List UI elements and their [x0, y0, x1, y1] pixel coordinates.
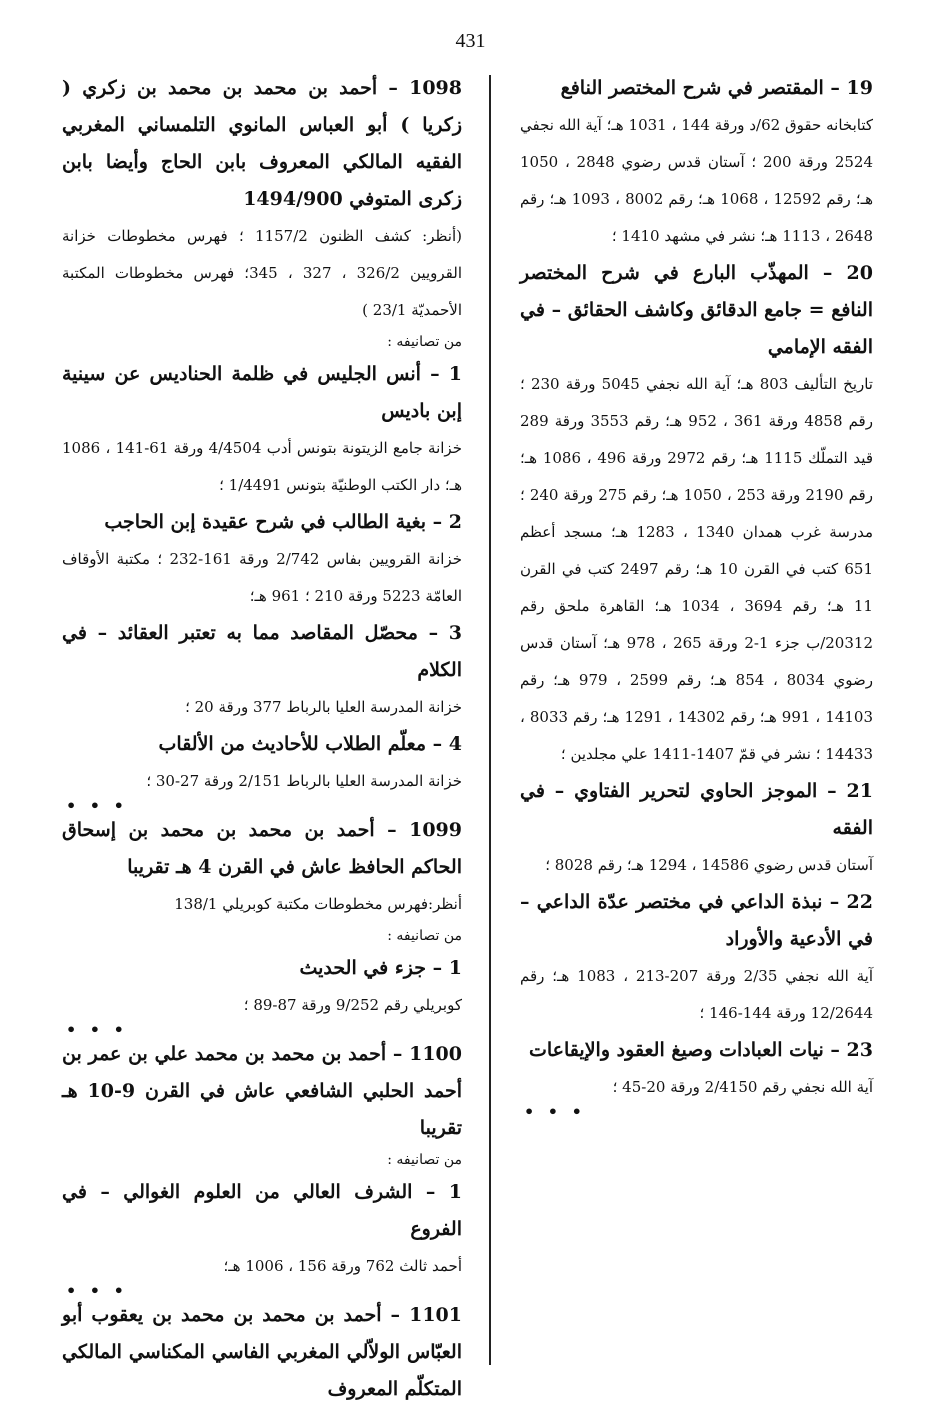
entry-heading: 21 – الموجز الحاوي لتحرير الفتاوي – في الفقه [520, 780, 873, 839]
entry-text: آية الله نجفي 2/35 ورقة 207-213 ، 1083 هـ؛ رقم 12/2644 ورقة 144-146 ؛ [520, 967, 873, 1022]
entry-heading: 1 – الشرف العالي من العلوم الغوالي – في الفروع [62, 1181, 462, 1240]
entry-text: خزانة المدرسة العليا بالرباط 2/151 ورقة 27-30 ؛ [146, 772, 462, 790]
entry-heading: 1098 – أحمد بن محمد بن محمد بن زكري ( زكريا ) أبو العباس المانوي التلمساني المغربي الفقيه المالكي المعروف بابن الحاج وأيضا بابن زكرى المتوفي 1494/900 [62, 77, 462, 210]
entry-text: تاريخ التأليف 803 هـ؛ آية الله نجفي 5045 ورقة 230 ؛ رقم 4858 ورقة 361 ، 952 هـ؛ رقم 3553 ورقة 289 قيد التملّك 1115 هـ؛ رقم 2972 ورقة 496 ، 1086 هـ؛ رقم 2190 ورقة 253 ، 1050 هـ؛ رقم 275 ورقة 240 ؛ مدرسة غرب همدان 1340 ، 1283 هـ؛ مسجد أعظم 651 كتب في القرن 10 هـ؛ رقم 2497 كتب في القرن 11 هـ؛ رقم 3694 ، 1034 هـ؛ القاهرة ملحق رقم 20312/ب جزء 1-2 ورقة 265 ، 978 هـ؛ آستان قدس رضوي 8034 ، 854 هـ؛ رقم 2599 ، 979 هـ؛ رقم 14103 ، 991 هـ؛ رقم 14302 ، 1291 هـ؛ رقم 8033 ، 14433 ؛ نشر في قمّ 1407-1411 علي مجلدين ؛ [520, 375, 873, 763]
entry-text: خزانة جامع الزيتونة بتونس أدب 4/4504 ورقة 61-141 ، 1086 هـ؛ دار الكتب الوطنيّة بتونس 1/4491 ؛ [62, 439, 462, 494]
section-separator: • • • [66, 1020, 128, 1039]
entry-text: خزانة القرويين بفاس 2/742 ورقة 161-232 ؛ مكتبة الأوقاف العامّة 5223 ورقة 210 ؛ 961 هـ؛ [62, 550, 462, 605]
entry-heading: 22 – نبذة الداعي في مختصر عدّة الداعي – في الأدعية والأوراد [520, 891, 873, 950]
entry-heading: 1 – أنس الجليس في ظلمة الحناديس عن سينية إبن باديس [62, 363, 462, 422]
page-number: 431 [455, 30, 486, 52]
entry-text: آستان قدس رضوي 14586 ، 1294 هـ؛ رقم 8028 ؛ [545, 856, 873, 874]
entry-heading: 20 – المهذّب البارع في شرح المختصر النافع = جامع الدقائق وكاشف الحقائق – في الفقه الإمامي [520, 262, 873, 358]
entry-heading: 1 – جزء في الحديث [299, 957, 462, 979]
entry-heading: 2 – بغية الطالب في شرح عقيدة إبن الحاجب [104, 511, 462, 533]
entry-text: (أنظر: كشف الظنون 1157/2 ؛ فهرس مخطوطات خزانة القرويين 326/2 ، 327 ، 345؛ فهرس مخطوطات المكتبة الأحمديّة 23/1 ) [62, 227, 462, 319]
entry-heading: 1101 – أحمد بن محمد بن محمد بن يعقوب أبو العبّاس الولاّلي المغربي الفاسي المكناسي المالكي المتكلّم المعروف [62, 1304, 462, 1400]
right-column [520, 70, 873, 1121]
entry-text: أحمد ثالث 762 ورقة 156 ، 1006 هـ؛ [223, 1257, 462, 1275]
works-intro: من تصانيفه : [387, 928, 462, 944]
entry-text: كوبريلي رقم 9/252 ورقة 87-89 ؛ [243, 996, 462, 1014]
works-intro: من تصانيفه : [387, 334, 462, 350]
section-separator: • • • [524, 1102, 586, 1121]
entry-heading: 3 – محصّل المقاصد مما به تعتبر العقائد – في الكلام [62, 622, 462, 681]
section-separator: • • • [66, 796, 128, 815]
entry-text: أنظر:فهرس مخطوطات مكتبة كوبريلي 138/1 [174, 895, 462, 913]
column-divider [489, 75, 491, 1365]
entry-heading: 1100 – أحمد بن محمد بن محمد علي بن عمر بن أحمد الحلبي الشافعي عاش في القرن 9-10 هـ تقريبا [62, 1043, 463, 1139]
entry-text: آية الله نجفي رقم 2/4150 ورقة 20-45 ؛ [612, 1078, 873, 1096]
section-separator: • • • [66, 1281, 128, 1300]
entry-heading: 1099 – أحمد بن محمد بن محمد بن إسحاق الحاكم الحافظ عاش في القرن 4 هـ تقريبا [62, 819, 462, 878]
entry-heading: 4 – معلّم الطلاب للأحاديث من الألقاب [158, 733, 462, 755]
entry-text: خزانة المدرسة العليا بالرباط 377 ورقة 20 ؛ [185, 698, 462, 716]
works-intro: من تصانيفه : [387, 1152, 462, 1168]
entry-text: كتابخانه حقوق 62/د ورقة 144 ، 1031 هـ؛ آية الله نجفي 2524 ورقة 200 ؛ آستان قدس رضوي 2848 ، 1050 هـ؛ رقم 12592 ، 1068 هـ؛ رقم 8002 ، 1093 هـ؛ رقم 2648 ، 1113 هـ؛ نشر في مشهد 1410 ؛ [520, 116, 873, 245]
entry-heading: 23 – نيات العبادات وصيغ العقود والإيقاعات [529, 1039, 873, 1061]
entry-heading: 19 – المقتصر في شرح المختصر النافع [560, 77, 873, 99]
left-column [62, 70, 462, 1408]
